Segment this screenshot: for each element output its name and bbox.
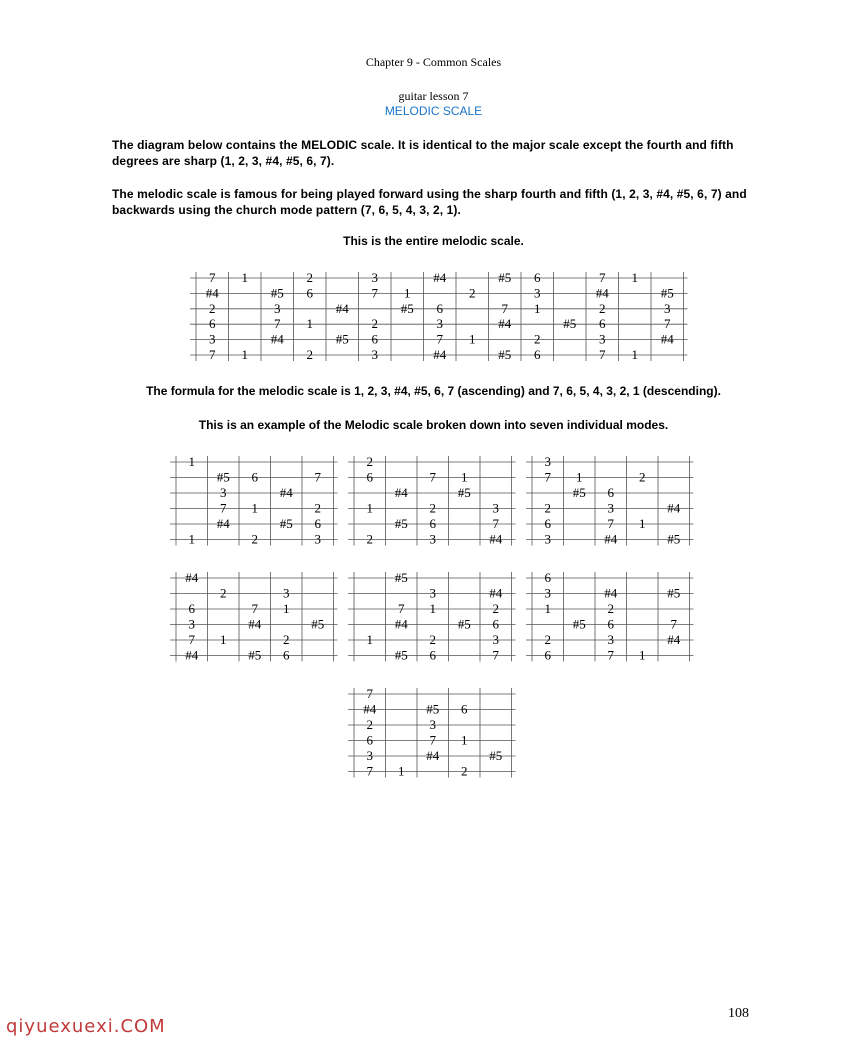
mode-2-note: 7 [492,516,499,531]
mode-7-note: 3 [429,717,436,732]
mode-6-note: 2 [544,632,551,647]
full-scale-note: 3 [664,300,671,316]
formula-text: The formula for the melodic scale is 1, 2, 3, #4, #5, 6, 7 (ascending) and 7, 6, 5, 4, 3, 2, 1 (descending). [146,384,721,398]
mode-4-note: #4 [185,647,199,663]
full-scale-note: 7 [209,347,216,362]
mode-1-note: 6 [314,516,321,531]
mode-7-note: 7 [366,763,373,779]
mode-5-note: #5 [394,570,408,585]
mode-7-note: #5 [426,701,440,717]
mode-7-note: 3 [366,748,373,763]
full-scale-note: 1 [241,347,248,362]
full-scale-note: #4 [595,285,609,301]
mode-1-note: 7 [220,500,227,516]
lesson-label: guitar lesson 7 [398,89,469,103]
full-scale-note: 7 [599,347,606,362]
mode-1-note: 1 [251,500,258,516]
mode-3-note: 6 [607,485,614,500]
mode-6-note: 1 [544,601,551,616]
mode-1-note: 7 [314,469,321,485]
full-scale-note: 7 [371,285,378,301]
full-scale-note: 2 [306,270,313,285]
mode-6-note: 7 [607,647,614,663]
mode-6-note: #4 [667,632,681,647]
mode-2-note: 6 [366,469,373,485]
full-scale-note: #5 [400,300,414,316]
mode-3-note: 2 [639,469,646,485]
mode-5-note: 6 [492,616,499,632]
mode-6-note: 3 [607,632,614,647]
full-scale-caption: This is the entire melodic scale. [343,234,524,248]
mode-2-note: #4 [394,485,408,500]
full-scale-note: 2 [534,331,541,347]
mode-1-note: 2 [314,500,321,516]
mode-3-note: 3 [607,500,614,516]
full-scale-note: #5 [270,285,284,301]
full-scale-note: 1 [631,270,638,285]
mode-3-note: 1 [576,469,583,485]
full-scale-note: 6 [209,316,216,332]
mode-5-note: #5 [394,647,408,663]
full-scale-note: 7 [664,316,671,332]
mode-6-note: 7 [670,616,677,632]
scale-title: MELODIC SCALE [384,104,483,118]
page-number: 108 [728,1006,749,1021]
mode-7-note: 1 [398,763,405,779]
mode-6-note: 6 [607,616,614,632]
mode-4-note: #5 [248,647,262,663]
mode-4-note: 7 [188,632,195,647]
mode-1-note: 1 [188,531,195,547]
watermark: qiyuexuexi.COM [6,1016,166,1037]
full-scale-note: 1 [404,285,411,301]
mode-1-note: #4 [216,516,230,531]
mode-5-note: 2 [429,632,436,647]
mode-4-note: 2 [220,585,227,601]
mode-6-note: 6 [544,647,551,663]
mode-4-note: 7 [251,601,258,616]
mode-2-note: #4 [489,531,503,547]
mode-7-note: 2 [461,763,468,779]
full-scale-note: 6 [436,300,443,316]
mode-4-note: 1 [283,601,290,616]
mode-2-note: 1 [366,500,373,516]
mode-1-note: 3 [220,485,227,500]
mode-6-note: #5 [572,616,586,632]
full-scale-note: #5 [498,270,512,285]
full-scale-note: 2 [371,316,378,332]
full-scale-note: 2 [599,300,606,316]
mode-7-note: #4 [426,748,440,763]
full-scale-note: 2 [306,347,313,362]
full-scale-note: #4 [433,270,447,285]
mode-1-note: #4 [279,485,293,500]
full-scale-note: 7 [501,300,508,316]
mode-5-note: #4 [489,585,503,601]
mode-6-note: 3 [544,585,551,601]
mode-2-note: 2 [366,454,373,469]
mode-6-note: 1 [639,647,646,663]
mode-2-note: 6 [429,516,436,531]
mode-7-note: 1 [461,732,468,748]
mode-7-note: #5 [489,748,503,763]
mode-2-note: 7 [429,469,436,485]
mode-5-note: 2 [492,601,499,616]
full-scale-note: #5 [660,285,674,301]
full-scale-note: 3 [274,300,281,316]
mode-2-note: #5 [394,516,408,531]
mode-3-note: 7 [544,469,551,485]
mode-6-note: #5 [667,585,681,601]
mode-5-note: 3 [492,632,499,647]
mode-1-note: 6 [251,469,258,485]
full-scale-note: 6 [306,285,313,301]
full-scale-note: #4 [270,331,284,347]
full-scale-note: 7 [599,270,606,285]
mode-4-note: 1 [220,632,227,647]
full-scale-note: 3 [534,285,541,301]
mode-7-note: 6 [366,732,373,748]
full-scale-note: 6 [534,347,541,362]
full-scale-note: 3 [599,331,606,347]
mode-7-note: 2 [366,717,373,732]
mode-1-note: 1 [188,454,195,469]
mode-4-note: #4 [248,616,262,632]
mode-5-note: 1 [366,632,373,647]
full-scale-note: 1 [241,270,248,285]
mode-7-note: 7 [429,732,436,748]
mode-5-note: 6 [429,647,436,663]
full-scale-note: #4 [433,347,447,362]
mode-4-note: 2 [283,632,290,647]
mode-2-note: 3 [492,500,499,516]
full-scale-note: 6 [371,331,378,347]
mode-6-note: #4 [604,585,618,601]
full-scale-note: #5 [335,331,349,347]
usage-paragraph: The melodic scale is famous for being played forward using the sharp fourth and fifth (1, 2, 3, #4, #5, 6, 7) and backwards using the church mode pattern (7, 6, 5, 4, 3, 2, 1). [112,187,747,217]
modes-caption: This is an example of the Melodic scale broken down into seven individual modes. [198,418,669,432]
full-scale-note: #4 [498,316,512,332]
mode-4-note: 6 [188,601,195,616]
mode-5-note: 3 [429,585,436,601]
mode-5-note: #5 [457,616,471,632]
full-scale-note: #5 [498,347,512,362]
mode-3-note: #5 [667,531,681,547]
mode-3-note: #4 [604,531,618,547]
mode-1-note: #5 [279,516,293,531]
full-scale-note: 2 [469,285,476,301]
mode-4-note: #4 [185,570,199,585]
mode-3-note: 7 [607,516,614,531]
full-scale-note: 6 [534,270,541,285]
mode-3-note: 3 [544,531,551,547]
full-scale-note: 3 [371,270,378,285]
intro-paragraph: The diagram below contains the MELODIC scale. It is identical to the major scale except the fourth and fifth degrees are sharp (1, 2, 3, #4, #5, 6, 7). [112,138,734,168]
mode-5-note: 1 [429,601,436,616]
mode-2-note: #5 [457,485,471,500]
full-scale-note: 1 [631,347,638,362]
mode-4-note: 3 [188,616,195,632]
mode-1-note: 2 [251,531,258,547]
mode-3-note: 2 [544,500,551,516]
full-scale-note: 6 [599,316,606,332]
full-scale-note: 3 [209,331,216,347]
mode-4-note: 3 [283,585,290,601]
full-scale-note: 2 [209,300,216,316]
mode-7-note: 7 [366,686,373,701]
mode-3-note: 3 [544,454,551,469]
full-scale-note: 3 [371,347,378,362]
full-scale-note: #4 [660,331,674,347]
mode-7-note: 6 [461,701,468,717]
mode-3-note: #5 [572,485,586,500]
full-scale-note: #4 [335,300,349,316]
mode-3-note: 1 [639,516,646,531]
full-scale-note: 7 [436,331,443,347]
mode-2-note: 3 [429,531,436,547]
full-scale-note: 7 [274,316,281,332]
full-scale-note: 3 [436,316,443,332]
mode-5-note: 7 [398,601,405,616]
full-scale-note: #5 [563,316,577,332]
mode-1-note: 3 [314,531,321,547]
mode-3-note: #4 [667,500,681,516]
full-scale-note: 1 [534,300,541,316]
mode-2-note: 2 [429,500,436,516]
mode-3-note: 6 [544,516,551,531]
mode-2-note: 2 [366,531,373,547]
mode-1-note: #5 [216,469,230,485]
full-scale-note: 7 [209,270,216,285]
mode-6-note: 2 [607,601,614,616]
mode-6-note: 6 [544,570,551,585]
full-scale-note: 1 [306,316,313,332]
mode-4-note: #5 [311,616,325,632]
chapter-heading: Chapter 9 - Common Scales [365,55,502,69]
mode-7-note: #4 [363,701,377,717]
mode-5-note: #4 [394,616,408,632]
full-scale-note: #4 [205,285,219,301]
mode-4-note: 6 [283,647,290,663]
mode-5-note: 7 [492,647,499,663]
full-scale-note: 1 [469,331,476,347]
mode-2-note: 1 [461,469,468,485]
